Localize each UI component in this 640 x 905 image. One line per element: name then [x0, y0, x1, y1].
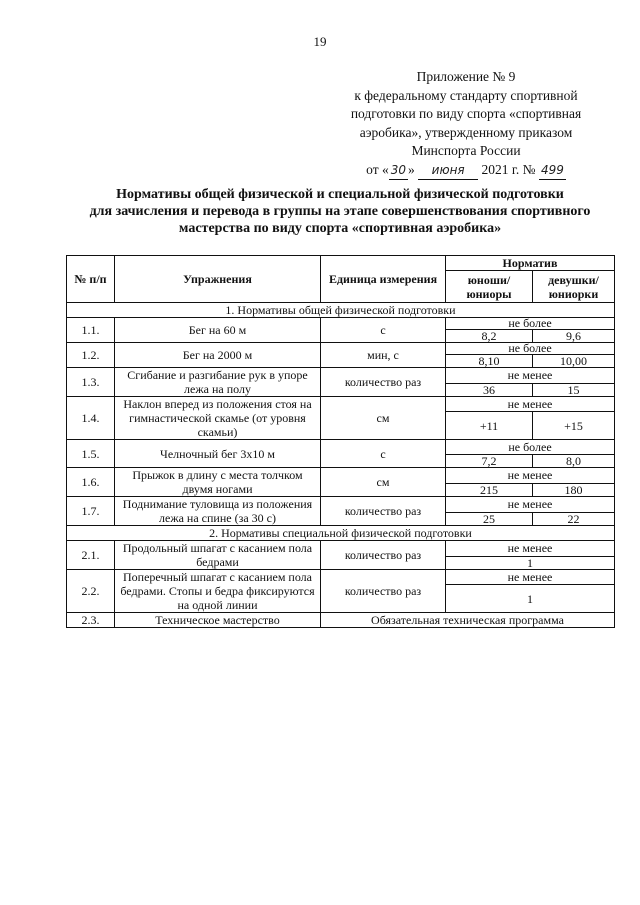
table-row: 2.2. Поперечный шпагат с касанием пола бедрами. Стопы и бедра фиксируются на одной линии количество раз не менее: [67, 570, 615, 585]
norms-table: [66, 255, 615, 628]
header-exercise: Упражнения: [115, 256, 321, 303]
appendix-title: Приложение № 9: [416, 69, 516, 84]
header-norm: Норматив: [446, 256, 615, 271]
table-row: 1.7. Поднимание туловища из положения лежа на спине (за 30 с) количество раз не менее: [67, 497, 615, 513]
handwritten-order-number: 499: [539, 161, 566, 181]
header-girls: девушки/ юниорки: [533, 271, 615, 303]
document-title: Нормативы общей физической и специальной физической подготовки для зачисления и перевода в группы на этапе совершенствования спортивного мастерства по виду спорта «спортивная аэробика»: [89, 187, 591, 236]
section-1-title: 1. Нормативы общей физической подготовки: [67, 303, 615, 318]
page-number: 19: [313, 34, 327, 49]
header-row: [67, 256, 615, 271]
table-row-values: 36 15: [67, 383, 615, 396]
table-row: 1.4. Наклон вперед из положения стоя на гимнастической скамье (от уровня скамьи) см не менее: [67, 397, 615, 412]
header-boys: юноши/ юниоры: [446, 271, 533, 303]
handwritten-month: июня: [418, 161, 478, 181]
table-row-values: 1: [67, 556, 615, 569]
table-row-values: 25 22: [67, 512, 615, 525]
table-row: 1.2. Бег на 2000 м мин, с не более: [67, 343, 615, 355]
appendix-header: [332, 68, 600, 180]
section-row: [67, 526, 615, 541]
table-row-values: +11 +15: [67, 412, 615, 440]
section-2-title: 2. Нормативы специальной физической подготовки: [67, 526, 615, 541]
appendix-line: Минспорта России: [411, 143, 521, 158]
table-row-values: 8,10 10,00: [67, 355, 615, 368]
table-row: 1.5. Челночный бег 3х10 м с не более: [67, 440, 615, 455]
appendix-line: подготовки по виду спорта «спортивная: [350, 106, 582, 121]
header-num: № п/п: [67, 256, 115, 303]
table-row: 1.1. Бег на 60 м с не более: [67, 318, 615, 330]
table-row: 2.1. Продольный шпагат с касанием пола бедрами количество раз не менее: [67, 541, 615, 557]
order-date-line: от « 30 » июня 2021 г. № 499: [332, 161, 600, 181]
handwritten-day: 30: [389, 161, 408, 181]
table-row: 2.3. Техническое мастерство Обязательная техническая программа: [67, 613, 615, 628]
table-row: 1.6. Прыжок в длину с места толчком двумя ногами см не менее: [67, 468, 615, 484]
header-unit: Единица измерения: [321, 256, 446, 303]
appendix-line: аэробика», утвержденному приказом: [359, 124, 573, 140]
table-row-values: 7,2 8,0: [67, 455, 615, 468]
table-row-values: 8,2 9,6: [67, 330, 615, 343]
table-row: 1.3. Сгибание и разгибание рук в упоре лежа на полу количество раз не менее: [67, 368, 615, 384]
table-row-values: 215 180: [67, 483, 615, 496]
appendix-line: к федеральному стандарту спортивной: [354, 87, 578, 103]
table-row-values: 1: [67, 585, 615, 613]
